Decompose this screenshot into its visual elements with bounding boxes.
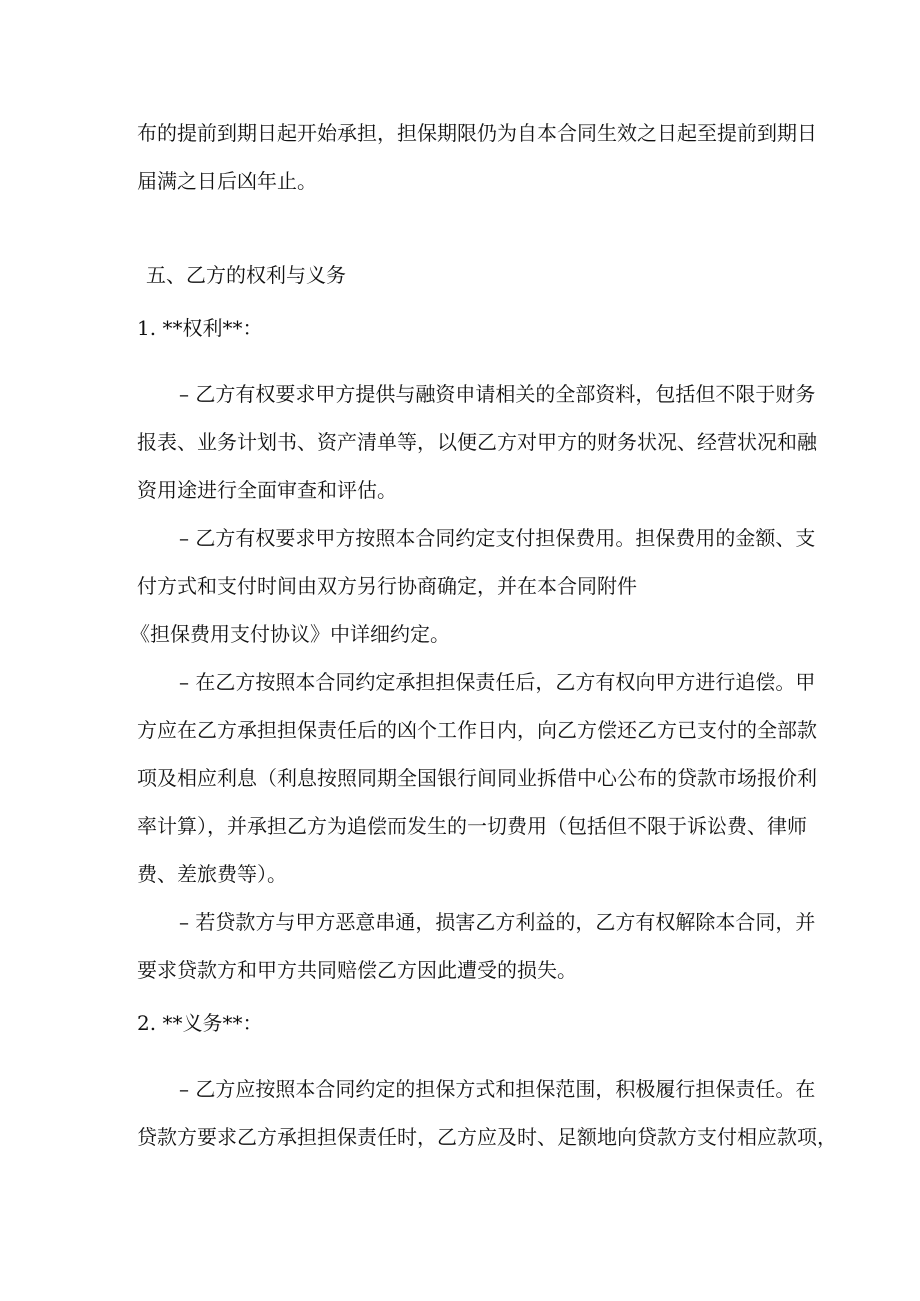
rights-item-1-line: – 乙方有权要求甲方提供与融资申请相关的全部资料，包括但不限于财务 bbox=[179, 382, 816, 406]
section-heading: 五、乙方的权利与义务 bbox=[146, 263, 346, 287]
rights-item-3-line: 项及相应利息（利息按照同期全国银行间同业拆借中心公布的贷款市场报价利 bbox=[137, 766, 817, 790]
duties-item-1-line: – 乙方应按照本合同约定的担保方式和担保范围，积极履行担保责任。在 bbox=[179, 1077, 816, 1101]
rights-item-3-line: 方应在乙方承担担保责任后的凶个工作日内，向乙方偿还乙方已支付的全部款 bbox=[137, 718, 817, 742]
rights-item-3-line: 率计算），并承担乙方为追偿而发生的一切费用（包括但不限于诉讼费、律师 bbox=[137, 814, 807, 838]
rights-item-1-line: 资用途进行全面审查和评估。 bbox=[137, 478, 397, 502]
duties-heading: 2. **义务**： bbox=[137, 1011, 263, 1035]
rights-item-2-line: 《担保费用支付协议》中详细约定。 bbox=[130, 622, 450, 646]
rights-item-1-line: 报表、业务计划书、资产清单等，以便乙方对甲方的财务状况、经营状况和融 bbox=[137, 430, 817, 454]
rights-item-2-line: 付方式和支付时间由双方另行协商确定，并在本合同附件 bbox=[137, 574, 637, 598]
rights-item-4-line: – 若贷款方与甲方恶意串通，损害乙方利益的，乙方有权解除本合同，并 bbox=[179, 910, 816, 934]
duties-item-1-line: 贷款方要求乙方承担担保责任时，乙方应及时、足额地向贷款方支付相应款项， bbox=[137, 1125, 837, 1149]
rights-heading: 1. **权利**： bbox=[137, 316, 263, 340]
rights-item-2-line: – 乙方有权要求甲方按照本合同约定支付担保费用。担保费用的金额、支 bbox=[179, 526, 816, 550]
rights-item-3-line: 费、差旅费等）。 bbox=[137, 862, 287, 886]
paragraph-line: 届满之日后凶年止。 bbox=[137, 169, 317, 193]
paragraph-line: 布的提前到期日起开始承担，担保期限仍为自本合同生效之日起至提前到期日 bbox=[137, 121, 817, 145]
rights-item-4-line: 要求贷款方和甲方共同赔偿乙方因此遭受的损失。 bbox=[137, 958, 577, 982]
rights-item-3-line: – 在乙方按照本合同约定承担担保责任后，乙方有权向甲方进行追偿。甲 bbox=[179, 670, 816, 694]
